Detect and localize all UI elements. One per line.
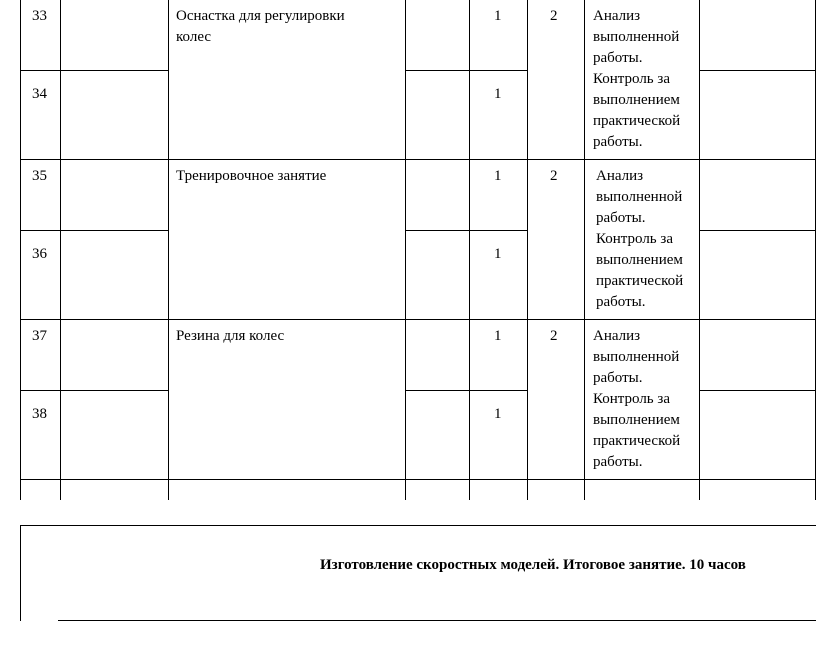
control-form-text: выполнением: [593, 412, 680, 428]
control-form-text: Контроль за: [596, 231, 673, 247]
control-form-text: работы.: [593, 454, 643, 470]
hours-value: 1: [494, 8, 502, 24]
topic-text: Резина для колес: [176, 328, 285, 344]
row-number: 36: [32, 246, 47, 262]
topic-text: колес: [176, 29, 212, 45]
group-border: [20, 319, 816, 320]
control-form-text: практической: [593, 433, 681, 449]
col-border: [584, 0, 585, 500]
row-split: [20, 230, 168, 231]
section-bottom-border: [58, 620, 816, 621]
control-form-text: выполненной: [596, 189, 683, 205]
hours-value: 1: [494, 246, 502, 262]
topic-text: Оснастка для регулировки: [176, 8, 345, 24]
control-form-text: работы.: [593, 370, 643, 386]
control-form-text: выполненной: [593, 29, 680, 45]
hours-value: 1: [494, 168, 502, 184]
control-form-text: работы.: [596, 294, 646, 310]
group-border: [20, 159, 816, 160]
control-form-text: Анализ: [596, 168, 644, 184]
row-split: [699, 230, 815, 231]
topic-text: Тренировочное занятие: [176, 168, 327, 184]
row-number: 33: [32, 8, 47, 24]
col-border: [405, 0, 406, 500]
section-title: Изготовление скоростных моделей. Итоговое занятие. 10 часов: [320, 557, 746, 573]
row-number: 38: [32, 406, 47, 422]
col-border: [469, 0, 470, 500]
row-split: [20, 70, 168, 71]
col-border: [527, 0, 528, 500]
col-border: [60, 0, 61, 500]
section-top-border: [20, 525, 816, 526]
row-split: [699, 70, 815, 71]
row-split: [405, 70, 527, 71]
control-form-text: практической: [596, 273, 684, 289]
control-form-text: практической: [593, 113, 681, 129]
control-form-text: Контроль за: [593, 391, 670, 407]
col-border: [20, 0, 21, 500]
total-hours: 2: [550, 8, 558, 24]
row-number: 37: [32, 328, 47, 344]
row-split: [20, 390, 168, 391]
row-split: [405, 390, 527, 391]
row-number: 34: [32, 86, 47, 102]
total-hours: 2: [550, 328, 558, 344]
control-form-text: выполненной: [593, 349, 680, 365]
hours-value: 1: [494, 328, 502, 344]
control-form-text: Контроль за: [593, 71, 670, 87]
control-form-text: работы.: [593, 134, 643, 150]
row-number: 35: [32, 168, 47, 184]
col-border: [168, 0, 169, 500]
control-form-text: Анализ: [593, 8, 641, 24]
hours-value: 1: [494, 86, 502, 102]
control-form-text: работы.: [596, 210, 646, 226]
section-left-border: [20, 525, 21, 621]
control-form-text: выполнением: [596, 252, 683, 268]
control-form-text: выполнением: [593, 92, 680, 108]
control-form-text: работы.: [593, 50, 643, 66]
control-form-text: Анализ: [593, 328, 641, 344]
hours-value: 1: [494, 406, 502, 422]
row-split: [405, 230, 527, 231]
group-border: [20, 479, 816, 480]
total-hours: 2: [550, 168, 558, 184]
row-split: [699, 390, 815, 391]
col-border: [699, 0, 700, 500]
